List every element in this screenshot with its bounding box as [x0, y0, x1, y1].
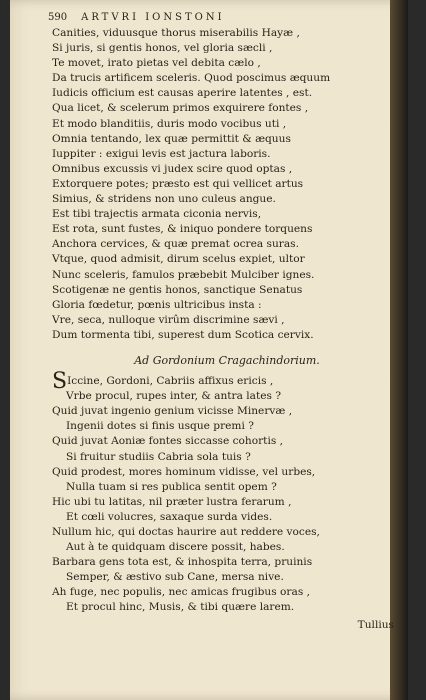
- verse-line: Si juris, si gentis honos, vel gloria sæcli ,: [52, 42, 273, 55]
- verse-line: Barbara gens tota est, & inhospita terra, pruinis: [52, 556, 313, 569]
- poem-2-title: Ad Gordonium Cragachindorium.: [134, 353, 320, 367]
- page-text: [48, 10, 402, 633]
- verse-line: Si fruitur studiis Cabria sola tuis ?: [66, 450, 251, 463]
- running-head: ARTVRI IONSTONI: [81, 12, 225, 23]
- verse-line: Est tibi trajectis armata ciconia nervis,: [52, 208, 262, 221]
- verse-line: Quid prodest, mores hominum vidisse, vel urbes,: [52, 465, 316, 478]
- poem-1: [52, 26, 402, 343]
- verse-line: Nulla tuam si res publica sentit opem ?: [66, 480, 277, 493]
- page-number: 590: [48, 12, 68, 23]
- verse-line: Aut à te quidquam discere possit, habes.: [66, 541, 285, 554]
- verse-line: Et procul hinc, Musis, & tibi quære larem.: [66, 601, 295, 614]
- catchword: Tullius: [357, 618, 394, 631]
- book-page: [10, 0, 408, 700]
- page-header: [48, 10, 402, 26]
- verse-line: Semper, & æstivo sub Cane, mersa nive.: [66, 571, 284, 584]
- drop-cap: S: [52, 369, 68, 395]
- verse-line: Da trucis artificem sceleris. Quod poscimus æquum: [52, 72, 331, 85]
- verse-line: Nullum hic, qui doctas haurire aut reddere voces,: [52, 526, 320, 538]
- poem-2: [52, 389, 402, 615]
- verse-line: Hic ubi tu latitas, nil præter lustra ferarum ,: [52, 495, 292, 508]
- first-line-text: Iccine, Gordoni, Cabriis affixus ericis ,: [67, 375, 274, 388]
- verse-line: Gloria fœdetur, pœnis ultricibus insta :: [52, 298, 262, 311]
- verse-line: Quid juvat Aoniæ fontes siccasse cohortis ,: [52, 435, 284, 448]
- verse-line: Omnibus excussis vi judex scire quod optas ,: [52, 162, 293, 175]
- verse-line: Est rota, sunt fustes, & iniquo pondere torquens: [52, 223, 313, 236]
- verse-line: Simius, & stridens non uno culeus angue.: [52, 193, 276, 206]
- verse-line: Ah fuge, nec populis, nec amicas frugibus oras ,: [52, 586, 310, 599]
- verse-line: Vrbe procul, rupes inter, & antra lates ?: [66, 390, 282, 403]
- verse-line: Dum tormenta tibi, superest dum Scotica cervix.: [52, 328, 314, 341]
- verse-line: Ingenii dotes si finis usque premi ?: [66, 420, 254, 433]
- verse-line: Scotigenæ ne gentis honos, sanctique Senatus: [52, 283, 303, 296]
- verse-line: Anchora cervices, & quæ premat ocrea suras.: [52, 238, 299, 251]
- poem-2-first-line: [52, 369, 402, 395]
- verse-line: Iuppiter : exigui levis est jactura laboris.: [52, 147, 271, 160]
- verse-line: Vre, seca, nulloque virûm discrimine sævi ,: [52, 313, 285, 326]
- verse-line: Canities, viduusque thorus miserabilis Hayæ ,: [52, 27, 300, 39]
- verse-line: Nunc sceleris, famulos præbebit Mulciber ignes.: [52, 268, 315, 281]
- verse-line: Et cœli volucres, saxaque surda vides.: [66, 510, 273, 523]
- verse-line: Et modo blanditiis, duris modo vocibus uti ,: [52, 117, 287, 130]
- verse-line: Omnia tentando, lex quæ permittit & æquus: [52, 132, 291, 145]
- verse-line: Iudicis officium est causas aperire latentes , est.: [52, 87, 313, 100]
- verse-line: Vtque, quod admisit, dirum scelus expiet, ultor: [52, 253, 305, 266]
- verse-line: Qua licet, & scelerum primos exquirere fontes ,: [52, 102, 309, 115]
- verse-line: Quid juvat ingenio genium vicisse Minervæ ,: [52, 405, 293, 418]
- verse-line: Te movet, irato pietas vel debita cælo ,: [52, 57, 261, 70]
- verse-line: Extorquere potes; præsto est qui vellicet artus: [52, 177, 304, 190]
